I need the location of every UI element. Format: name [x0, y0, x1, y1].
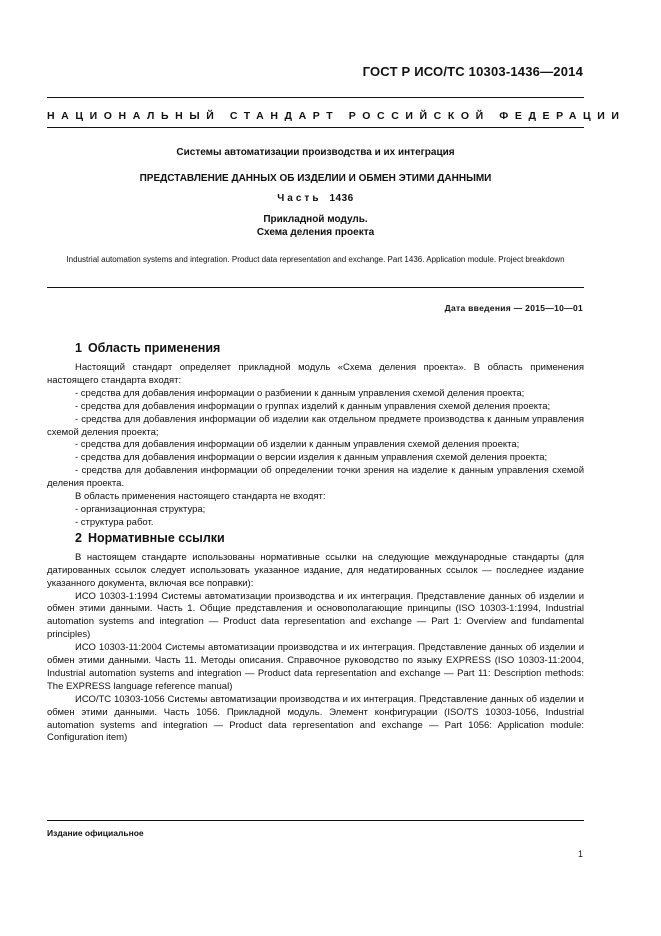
list-item: - средства для добавления информации об определении точки зрения на изделие к данным управления схемой деления проекта.	[47, 465, 584, 490]
main-title: ПРЕДСТАВЛЕНИЕ ДАННЫХ ОБ ИЗДЕЛИИ И ОБМЕН ЭТИМИ ДАННЫМИ	[139, 173, 492, 184]
list-item: - средства для добавления информации об изделии к данным управления схемой деления проекта;	[75, 439, 520, 451]
section1-excluded-intro: В область применения настоящего стандарта не входят:	[75, 491, 326, 503]
national-standard-banner: НАЦИОНАЛЬНЫЙ СТАНДАРТ РОССИЙСКОЙ ФЕДЕРАЦИИ	[47, 110, 626, 122]
section2-number: 2	[75, 530, 82, 545]
module-title-line1: Прикладной модуль.	[263, 214, 368, 225]
official-edition-label: Издание официальное	[47, 828, 144, 838]
series-title: Системы автоматизации производства и их интеграция	[176, 147, 455, 158]
english-title: Industrial automation systems and integration. Product data representation and exchange. Part 1436. Application module. Project breakdown	[66, 255, 565, 264]
part-title	[47, 193, 584, 204]
normative-reference: ИСО/ТС 10303-1056 Системы автоматизации производства и их интеграция. Представление данных об изделии и обмен этими данными. Часть 1056. Прикладной модуль. Элемент конфигурации (ISO/TS 10303-1056, Industrial automation systems and integration — Product data representation and exchange — Part 1056: Application module: Configuration item)	[47, 693, 584, 744]
footer-rule	[47, 820, 584, 821]
section2-heading	[75, 530, 584, 546]
list-item: - средства для добавления информации о группах изделий к данным управления схемой деления проекта;	[75, 400, 551, 412]
list-item: - структура работ.	[75, 516, 154, 528]
module-title-line2: Схема деления проекта	[256, 227, 375, 238]
section1-number: 1	[75, 341, 82, 355]
section1-intro: Настоящий стандарт определяет прикладной модуль «Схема деления проекта». В область применения настоящего стандарта входят:	[47, 362, 584, 386]
list-item: - средства для добавления информации о версии изделия к данным управления схемой деления проекта;	[75, 452, 548, 464]
section2-title: Нормативные ссылки	[87, 530, 225, 545]
list-item: - средства для добавления информации об изделии как отдельном предмете производства к данным управления схемой деления проекта;	[47, 413, 584, 438]
part-number: 1436	[329, 193, 354, 204]
part-word: Часть	[277, 193, 322, 204]
main-content	[47, 340, 584, 745]
page-number: 1	[577, 849, 583, 859]
document-code: ГОСТ Р ИСО/ТС 10303-1436—2014	[362, 64, 583, 79]
title-rule	[47, 287, 584, 288]
section1-heading	[75, 340, 584, 356]
normative-reference: ИСО 10303-1:1994 Системы автоматизации производства и их интеграция. Представление данных об изделии и обмен этими данными. Часть 1. Общие представления и основополагающие принципы (ISO 10303-1:1994, Industrial automation systems and integration — Product data representation and exchange — Part 1: Overview and fundamental principles)	[47, 590, 584, 641]
introduction-date: Дата введения — 2015—10—01	[444, 303, 583, 313]
section2-intro: В настоящем стандарте использованы нормативные ссылки на следующие международные стандарты (для датированных ссылок следует использовать указанное издание, для недатированных ссылок — последнее издание указанного документа, включая все поправки):	[47, 551, 584, 589]
module-title	[47, 213, 584, 239]
banner-rule	[47, 127, 584, 128]
normative-reference: ИСО 10303-11:2004 Системы автоматизации производства и их интеграция. Представление данных об изделии и обмен этими данными. Часть 11. Методы описания. Справочное руководство по языку EXPRESS (ISO 10303-11:2004, Industrial automation systems and integration — Product data representation and exchange — Part 11: Description methods: The EXPRESS language reference manual)	[47, 642, 584, 692]
list-item: - организационная структура;	[75, 503, 206, 515]
header-rule	[47, 97, 584, 98]
list-item: - средства для добавления информации о разбиении к данным управления схемой деления проекта;	[75, 387, 525, 399]
section1-title: Область применения	[87, 341, 221, 355]
